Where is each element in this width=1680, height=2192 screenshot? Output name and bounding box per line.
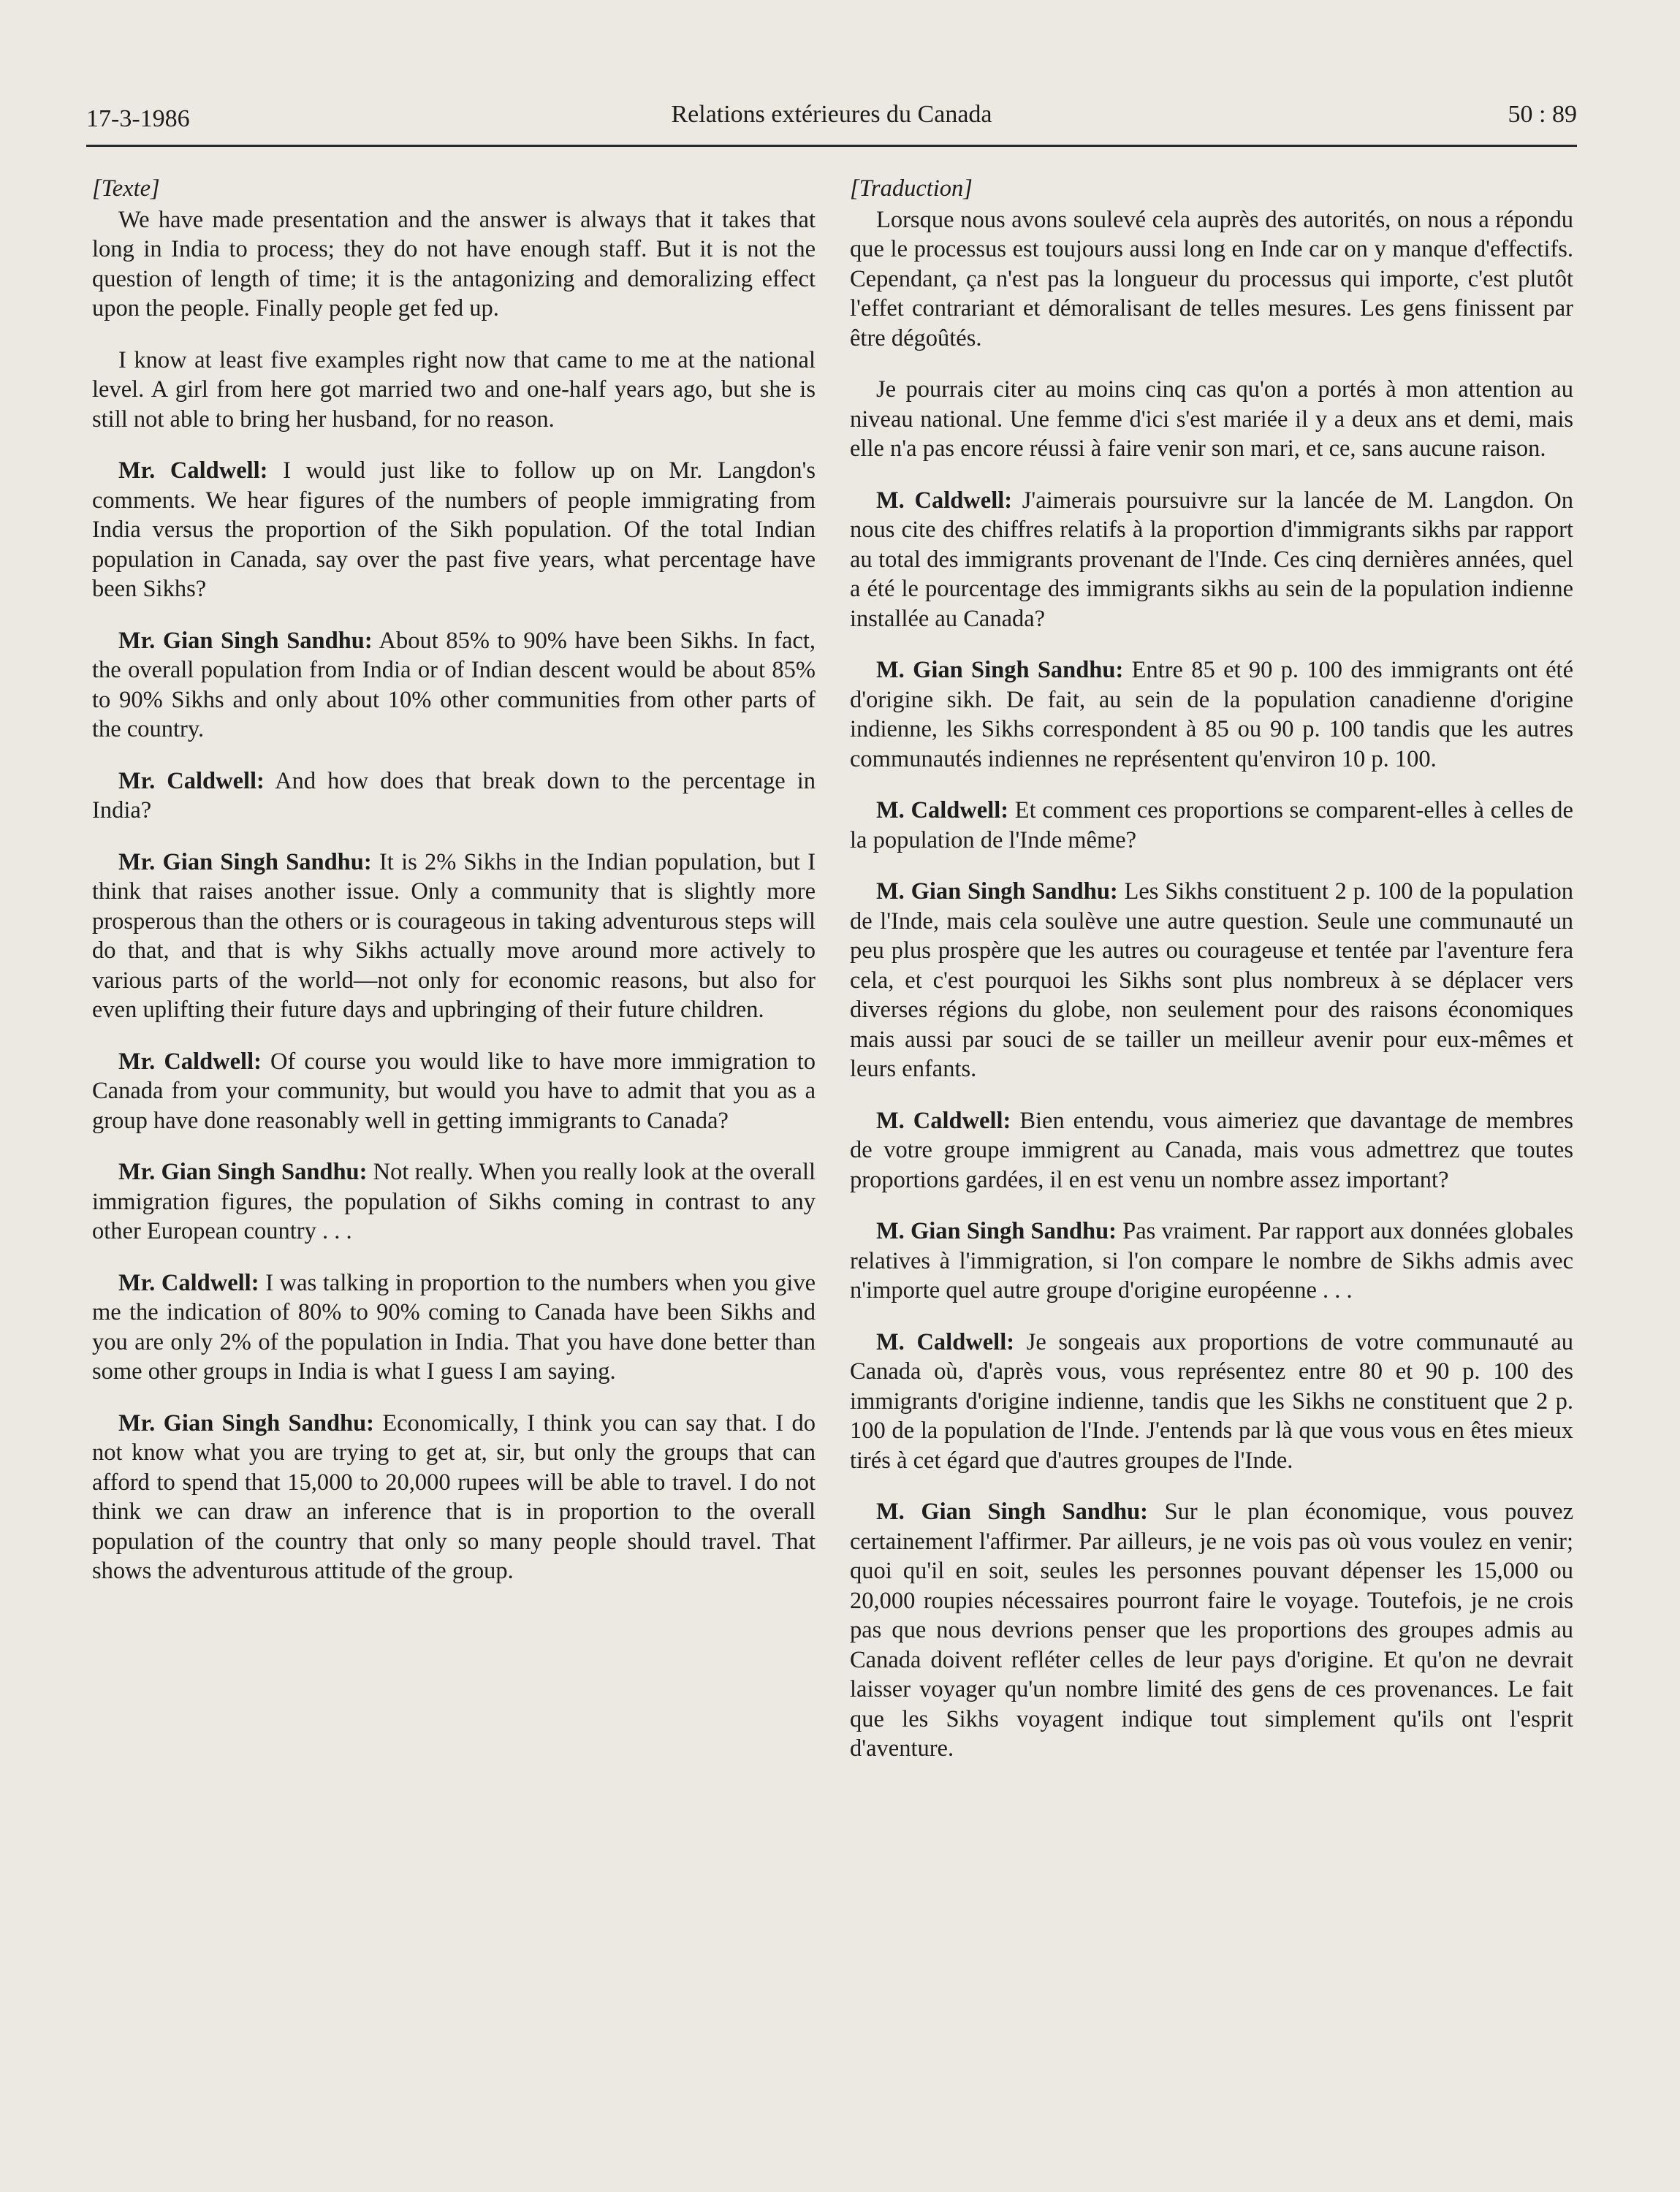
speaker-name: Mr. Caldwell: xyxy=(118,1048,262,1075)
speaker-name: M. Gian Singh Sandhu: xyxy=(876,657,1124,683)
transcript-paragraph xyxy=(850,1497,1573,1764)
transcript-paragraph xyxy=(850,1217,1573,1306)
transcript-paragraph xyxy=(850,486,1573,634)
transcript-paragraph xyxy=(92,626,816,745)
paragraph-text: Et comment ces proportions se comparent-elles à celles de la population de l'Inde même? xyxy=(850,797,1573,853)
transcript-paragraph xyxy=(92,205,816,324)
paragraph-text: Bien entendu, vous aimeriez que davantage de membres de votre groupe immigrent au Canada, mais vous admettrez que toutes proportions gardées, il en est venu un nombre assez important? xyxy=(850,1107,1574,1193)
speaker-name: Mr. Caldwell: xyxy=(118,1269,259,1296)
speaker-name: M. Caldwell: xyxy=(876,797,1009,823)
paragraph-text: I would just like to follow up on Mr. Langdon's comments. We hear figures of the numbers of people immigrating from India versus the proportion of the Sikh population. Of the total Indian population in Canada, say over the past five years, what percentage have been Sikhs? xyxy=(92,457,816,602)
transcript-paragraph xyxy=(92,346,816,435)
paragraph-text: Of course you would like to have more immigration to Canada from your community, but would you have to admit that you as a group have done reasonably well in getting immigrants to Canada? xyxy=(92,1048,816,1134)
header-title: Relations extérieures du Canada xyxy=(671,101,992,128)
paragraph-text: Economically, I think you can say that. I do not know what you are trying to get at, sir, but only the groups that can afford to spend that 15,000 to 20,000 rupees will be able to travel. I do not think we can draw an inference that is in proportion to the overall population of the country that only so many people should travel. That shows the adventurous attitude of the group. xyxy=(92,1409,816,1584)
paragraph-text: Entre 85 et 90 p. 100 des immigrants ont été d'origine sikh. De fait, au sein de la population canadienne d'origine indienne, les Sikhs correspondent à 85 ou 90 p. 100 tandis que les autres communautés indiennes ne représentent qu'environ 10 p. 100. xyxy=(850,657,1574,772)
english-column xyxy=(92,174,816,1608)
transcript-paragraph xyxy=(850,375,1573,464)
paragraph-text: It is 2% Sikhs in the Indian population, but I think that raises another issue. Only a community that is slightly more prosperous than the others or is courageous in taking adventurous steps will do that, and that is why Sikhs actually move around more actively to various parts of the world—not only for economic reasons, but also for even uplifting their future days and upbringing of their future children. xyxy=(92,848,816,1023)
paragraph-text: Je pourrais citer au moins cinq cas qu'on a portés à mon attention au niveau national. Une femme d'ici s'est mariée il y a deux ans et demi, mais elle n'a pas encore réussi à faire venir son mari, et ce, sans aucune raison. xyxy=(850,376,1573,462)
speaker-name: M. Gian Singh Sandhu: xyxy=(876,878,1118,905)
speaker-name: Mr. Gian Singh Sandhu: xyxy=(118,1159,368,1185)
paragraph-text: About 85% to 90% have been Sikhs. In fact, the overall population from India or of Indian descent would be about 85% to 90% Sikhs and only about 10% other communities from other parts of the country. xyxy=(92,627,816,742)
paragraph-text: Sur le plan économique, vous pouvez certainement l'affirmer. Par ailleurs, je ne vois pas où vous voulez en venir; quoi qu'il en soit, seules les personnes pouvant dépenser les 15,000 ou 20,000 roupies nécessaires pourront faire le voyage. Toutefois, je ne crois pas que nous devrions penser que les proportions des groupes admis au Canada doivent refléter celles de leur pays d'origine. Et qu'on ne devrait laisser voyager qu'un nombre limité des gens de ces provenances. Le fait que les Sikhs voyagent indique tout simplement qu'ils ont l'esprit d'aventure. xyxy=(850,1499,1574,1762)
transcript-paragraph xyxy=(92,848,816,1025)
transcript-paragraph xyxy=(850,205,1573,354)
paragraph-text: Not really. When you really look at the overall immigration figures, the population of Sikhs coming in contrast to any other European country . . . xyxy=(92,1159,816,1244)
french-column-label: [Traduction] xyxy=(850,175,973,202)
speaker-name: Mr. Caldwell: xyxy=(118,767,265,794)
transcript-paragraph xyxy=(92,1409,816,1586)
header-page-number: 50 : 89 xyxy=(1508,101,1577,128)
header-date: 17-3-1986 xyxy=(86,105,190,132)
transcript-paragraph xyxy=(92,766,816,826)
paragraph-text: I know at least five examples right now that came to me at the national level. A girl from here got married two and one-half years ago, but she is still not able to bring her husband, for no reason. xyxy=(92,346,816,433)
french-column xyxy=(850,174,1573,1786)
paragraph-text: And how does that break down to the percentage in India? xyxy=(92,767,816,823)
speaker-name: Mr. Gian Singh Sandhu: xyxy=(118,848,372,875)
english-column-label: [Texte] xyxy=(92,175,160,202)
paragraph-text: J'aimerais poursuivre sur la lancée de M. Langdon. On nous cite des chiffres relatifs à la proportion d'immigrants sikhs par rapport au total des immigrants provenant de l'Inde. Ces cinq dernières années, quel a été le pourcentage des immigrants sikhs au sein de la population indienne installée au Canada? xyxy=(850,487,1574,632)
transcript-paragraph xyxy=(850,877,1573,1084)
paragraph-text: I was talking in proportion to the numbers when you give me the indication of 80% to 90% coming to Canada have been Sikhs and you are only 2% of the population in India. That you have done better than some other groups in India is what I guess I am saying. xyxy=(92,1269,816,1385)
speaker-name: M. Gian Singh Sandhu: xyxy=(876,1499,1149,1525)
speaker-name: Mr. Caldwell: xyxy=(118,457,268,484)
transcript-paragraph xyxy=(850,1106,1573,1195)
speaker-name: Mr. Gian Singh Sandhu: xyxy=(118,1409,374,1436)
paragraph-text: Lorsque nous avons soulevé cela auprès des autorités, on nous a répondu que le processus est toujours aussi long en Inde car on y manque d'effectifs. Cependant, ça n'est pas la longueur du processus qui importe, c'est plutôt l'effet contrariant et démoralisant de telles mesures. Les gens finissent par être dégoûtés. xyxy=(850,206,1573,351)
transcript-paragraph xyxy=(850,1328,1573,1476)
paragraph-text: Pas vraiment. Par rapport aux données globales relatives à l'immigration, si l'on compare le nombre de Sikhs admis avec n'importe quel autre groupe d'origine européenne . . . xyxy=(850,1218,1574,1304)
paragraph-text: We have made presentation and the answer is always that it takes that long in India to process; they do not have enough staff. But it is not the question of length of time; it is the antagonizing and demoralizing effect upon the people. Finally people get fed up. xyxy=(92,206,816,321)
speaker-name: M. Caldwell: xyxy=(876,1328,1015,1355)
transcript-paragraph xyxy=(850,655,1573,774)
transcript-paragraph xyxy=(92,1047,816,1136)
speaker-name: M. Gian Singh Sandhu: xyxy=(876,1218,1117,1244)
speaker-name: M. Caldwell: xyxy=(876,487,1013,514)
speaker-name: Mr. Gian Singh Sandhu: xyxy=(118,627,373,654)
speaker-name: M. Caldwell: xyxy=(876,1107,1011,1134)
transcript-paragraph xyxy=(92,456,816,604)
paragraph-text: Je songeais aux proportions de votre communauté au Canada où, d'après vous, vous représentez entre 80 et 90 p. 100 des immigrants d'origine indienne, tandis que les Sikhs ne constituent que 2 p. 100 de la population de l'Inde. J'entends par là que vous vous en êtes mieux tirés à cet égard que d'autres groupes de l'Inde. xyxy=(850,1328,1574,1474)
transcript-paragraph xyxy=(92,1268,816,1387)
page-header xyxy=(86,101,1577,147)
transcript-paragraph xyxy=(850,796,1573,855)
transcript-paragraph xyxy=(92,1157,816,1247)
paragraph-text: Les Sikhs constituent 2 p. 100 de la population de l'Inde, mais cela soulève une autre question. Seule une communauté un peu plus prospère que les autres ou courageuse et tentée par l'aventure fera cela, et c'est pourquoi les Sikhs sont plus nombreux à se déplacer vers diverses régions du globe, non seulement pour des raisons économiques mais aussi par souci de se tailler un meilleur avenir pour eux-mêmes et leurs enfants. xyxy=(850,878,1574,1082)
